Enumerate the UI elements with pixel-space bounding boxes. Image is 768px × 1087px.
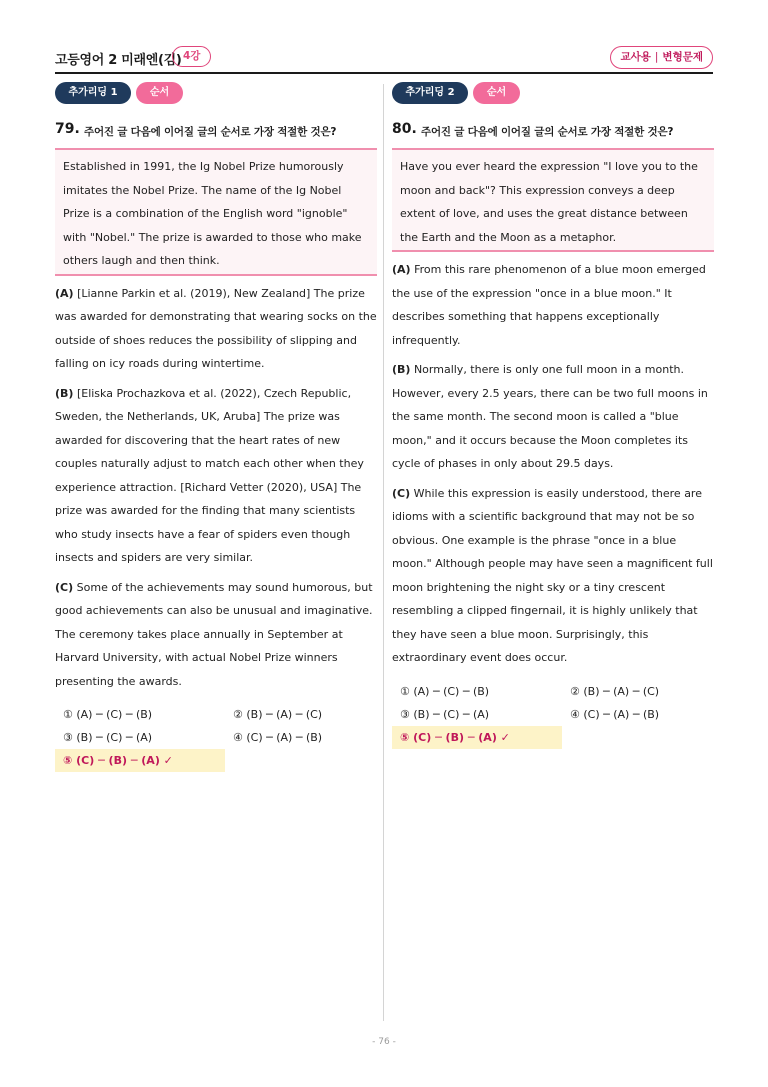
paragraph-c [55, 576, 377, 694]
choice-2[interactable]: ② (B) ─ (A) ─ (C) [570, 684, 660, 698]
paragraph-text: While this expression is easily understood, there are idioms with a scientific background that may not be so obvious. One example is the phrase "once in a blue moon." Although people may have seen a magnificent full moon brightening the night sky or a tiny crescent resembling a clipped fingernail, it is highly unlikely that they have seen a blue moon. Surprisingly, this extraordinary event does occur. [392, 486, 713, 664]
problem-type-label: 변형문제 [662, 51, 703, 63]
choice-1[interactable]: ① (A) ─ (C) ─ (B) [400, 684, 490, 698]
tag-row [392, 82, 714, 105]
paragraph-label: (B) [392, 363, 411, 376]
paragraph-c [392, 482, 714, 670]
given-passage: Established in 1991, the Ig Nobel Prize humorously imitates the Nobel Prize. The name of the Ig Nobel Prize is a combination of the English word "ignoble" with "Nobel." The prize is awarded to those who make others laugh and then think. [55, 148, 377, 276]
question-type-tag: 순서 [136, 82, 183, 104]
choice-1[interactable]: ① (A) ─ (C) ─ (B) [63, 708, 153, 721]
paragraph-label: (B) [55, 386, 74, 400]
teacher-version-badge [610, 46, 713, 69]
choice-4[interactable]: ④ (C) ─ (A) ─ (B) [233, 731, 323, 744]
question-number: 79. [55, 121, 80, 137]
paragraph-label: (A) [392, 263, 411, 276]
question-prompt: 주어진 글 다음에 이어질 글의 순서로 가장 적절한 것은? [421, 126, 674, 138]
question-79-column [55, 82, 377, 767]
choice-5-correct[interactable]: ⑤ (C) ─ (B) ─ (A) ✓ [392, 726, 562, 749]
question-heading [55, 121, 377, 148]
paragraph-b [55, 382, 377, 570]
choice-3[interactable]: ③ (B) ─ (C) ─ (A) [63, 731, 153, 744]
paragraph-text: [Eliska Prochazkova et al. (2022), Czech Republic, Sweden, the Netherlands, UK, Aruba] The prize was awarded for discovering that the heart rates of new couples naturally adjust to match each other when they experience attraction. [Richard Vetter (2020), USA] The prize was awarded for the finding that many scientists who study insects have a fear of spiders even though insects and spiders are very similar. [55, 386, 364, 564]
column-divider [383, 84, 384, 1021]
paragraph-text: [Lianne Parkin et al. (2019), New Zealand] The prize was awarded for demonstrating that wearing socks on the outside of shoes reduces the possibility of slipping and falling on icy roads during wintertime. [55, 286, 377, 370]
given-passage: Have you ever heard the expression "I love you to the moon and back"? This expression conveys a deep extent of love, and uses the great distance between the Earth and the Moon as a metaphor. [392, 148, 714, 252]
choice-5-correct[interactable]: ⑤ (C) ─ (B) ─ (A) ✓ [55, 749, 225, 772]
choice-2[interactable]: ② (B) ─ (A) ─ (C) [233, 708, 323, 721]
paragraph-label: (C) [392, 486, 411, 500]
page-header [55, 44, 713, 74]
section-tag: 추가리딩 2 [392, 82, 468, 104]
question-type-tag: 순서 [473, 82, 520, 104]
paragraph-label: (A) [55, 286, 74, 300]
choice-3[interactable]: ③ (B) ─ (C) ─ (A) [400, 707, 490, 721]
paragraph-a [55, 282, 377, 376]
section-tag: 추가리딩 1 [55, 82, 131, 104]
paragraph-label: (C) [55, 580, 74, 594]
paragraph-a [392, 258, 714, 352]
paragraph-text: Some of the achievements may sound humorous, but good achievements can also be unusual and imaginative. The ceremony takes place annually in September at Harvard University, with actual Nobel Prize winners presenting the awards. [55, 580, 373, 688]
question-number: 80. [392, 121, 417, 137]
paragraph-b [392, 358, 714, 476]
paragraph-text: Normally, there is only one full moon in a month. However, every 2.5 years, there can be two full moons in the same month. The second moon is called a "blue moon," and it occurs because the Moon completes its cycle of phases in only about 29.5 days. [392, 363, 708, 470]
badge-separator: | [654, 51, 659, 63]
question-prompt: 주어진 글 다음에 이어질 글의 순서로 가장 적절한 것은? [84, 126, 337, 138]
question-heading [392, 121, 714, 148]
lesson-badge: 4강 [172, 46, 211, 67]
tag-row [55, 82, 377, 105]
paragraph-text: From this rare phenomenon of a blue moon emerged the use of the expression "once in a blue moon." It describes something that happens exceptionally infrequently. [392, 263, 706, 347]
teacher-label: 교사용 [620, 51, 651, 63]
book-title: 고등영어 2 미래엔(김) [55, 53, 182, 68]
page-number: - 76 - [372, 1037, 396, 1047]
choice-4[interactable]: ④ (C) ─ (A) ─ (B) [570, 707, 660, 721]
question-80-column [392, 82, 714, 744]
